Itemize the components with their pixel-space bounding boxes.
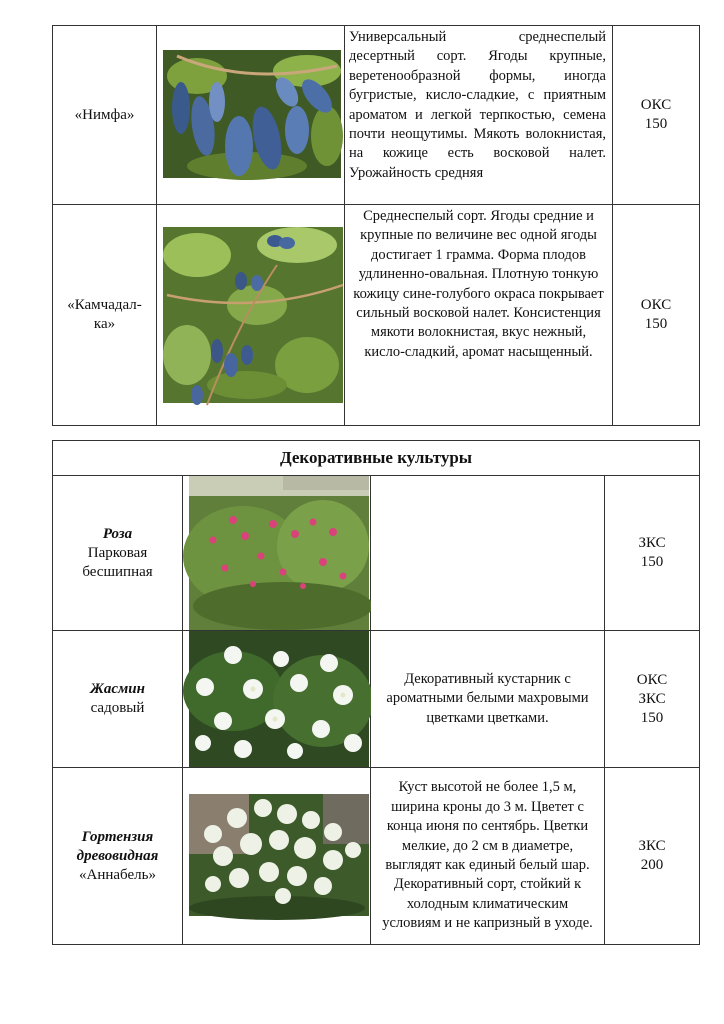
variety-name: «Нимфа»	[74, 106, 135, 123]
hydrangea-annabelle-photo	[183, 768, 371, 944]
image-cell	[183, 631, 371, 768]
variety-name-cell	[53, 768, 183, 945]
image-cell	[157, 205, 345, 426]
table-row	[53, 26, 700, 205]
table-row	[53, 205, 700, 426]
code-line: 150	[640, 554, 664, 570]
description-cell	[371, 768, 605, 945]
code-line: ОКС	[640, 297, 672, 313]
table-row	[53, 476, 700, 631]
code-line: 200	[640, 857, 664, 873]
code-line: ЗКС	[638, 690, 666, 707]
jasmine-bush-photo	[183, 631, 371, 767]
varieties-table	[52, 25, 700, 426]
code-line: ОКС	[640, 97, 672, 113]
table-header-row	[53, 441, 700, 476]
variety-name-bold: Жасмин	[90, 681, 145, 697]
variety-name-line: ка»	[93, 316, 116, 332]
variety-name-bold: Гортензия	[81, 828, 154, 845]
code-cell	[605, 768, 700, 945]
code-cell	[613, 205, 700, 426]
image-cell	[183, 476, 371, 631]
code-cell	[605, 631, 700, 768]
variety-name-line: садовый	[90, 700, 145, 716]
variety-name-line: «Камчадал-	[67, 297, 142, 313]
variety-description: Куст высотой не более 1,5 м, ширина кроны до 3 м. Цветет с конца июня по сентябрь. Цветки мелкие, до 2 см в диаметре, выглядят как единый белый шар. Декоративный сорт, стойкий к холодным климатическим условиям и не капризный в уходе.	[382, 779, 593, 932]
variety-name-cell	[53, 631, 183, 768]
variety-name-cell	[53, 205, 157, 426]
rose-bush-photo	[183, 476, 371, 630]
code-line: 150	[640, 709, 664, 726]
variety-name-bold: древовидная	[76, 847, 159, 864]
code-line: ЗКС	[638, 535, 666, 551]
variety-description: Среднеспелый сорт. Ягоды средние и крупные по величине вес одной ягоды достигает 1 грамма. Форма плодов удлиненно-овальная. Плотную тонкую кожицу сине-голубого окраса покрывает сильный восковой налет. Консистенция мякоти волокнистая, вкус нежный, кисло-сладкий, аромат насыщенный.	[353, 208, 604, 360]
image-cell	[157, 26, 345, 205]
section-title: Декоративные культуры	[53, 441, 700, 476]
code-line: 150	[644, 116, 668, 132]
code-line: ЗКС	[638, 838, 666, 854]
decorative-table	[52, 440, 700, 945]
code-cell	[605, 476, 700, 631]
image-cell	[183, 768, 371, 945]
variety-name-line: бесшипная	[82, 563, 153, 580]
variety-name-cell	[53, 26, 157, 205]
variety-description: Универсальный среднеспелый десертный сорт. Ягоды крупные, веретенообразной формы, иногда бугристые, кисло-сладкие, с приятным ароматом и легкой терпкостью, семена почти неощутимы. Мякоть волокнистая, на кожице есть восковой налет. Урожайность средняя	[349, 29, 606, 181]
description-cell	[345, 205, 613, 426]
code-line: ОКС	[636, 671, 668, 688]
description-cell	[371, 631, 605, 768]
honeysuckle-kamchadalka-photo	[157, 205, 345, 425]
variety-description: Декоративный кустарник с ароматными белыми махровыми цветками цветками.	[386, 670, 589, 726]
variety-name-cell	[53, 476, 183, 631]
variety-name-line: «Аннабель»	[79, 866, 156, 883]
code-line: 150	[644, 316, 668, 332]
variety-name-line: Парковая	[87, 544, 148, 561]
description-cell	[371, 476, 605, 631]
table-row	[53, 768, 700, 945]
variety-name-bold: Роза	[102, 525, 133, 542]
code-cell	[613, 26, 700, 205]
description-cell	[345, 26, 613, 205]
honeysuckle-nimfa-photo	[157, 26, 345, 204]
table-row	[53, 631, 700, 768]
